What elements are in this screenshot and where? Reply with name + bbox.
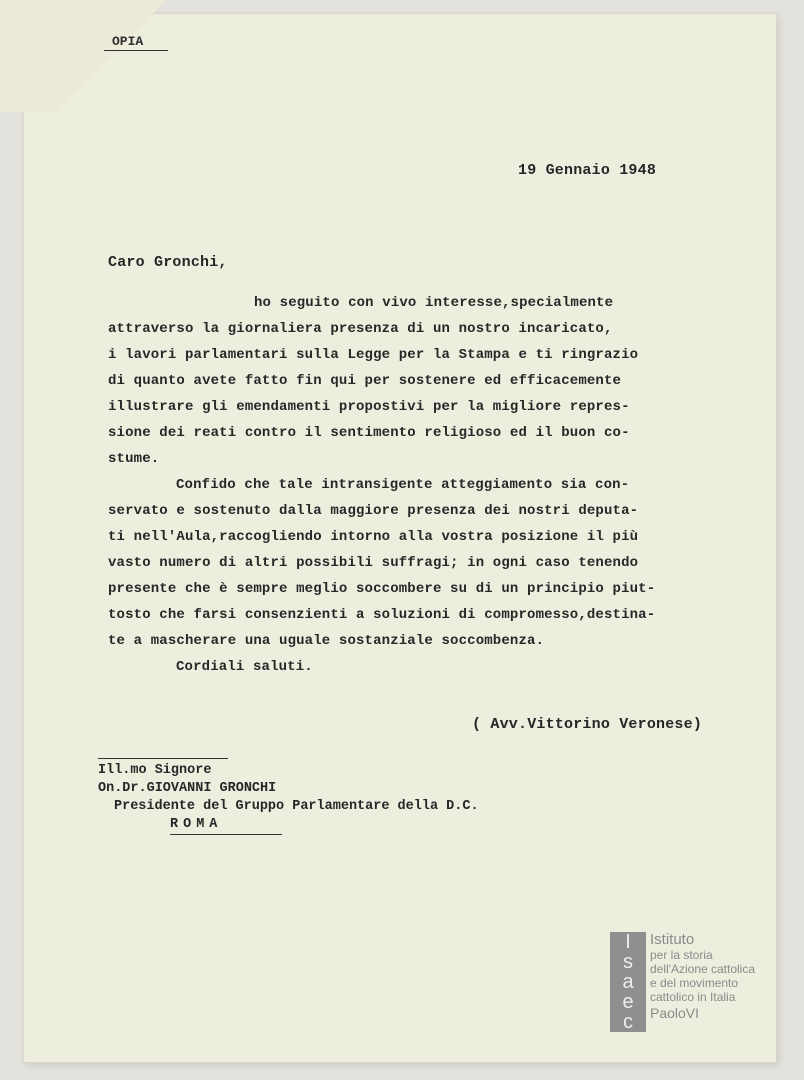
isacem-watermark-logo — [610, 932, 770, 1034]
body-line: illustrare gli emendamenti propostivi per la migliore repres- — [108, 399, 630, 415]
body-line: sione dei reati contro il sentimento religioso ed il buon co- — [108, 425, 630, 441]
city-underline — [170, 834, 282, 835]
address-line: Presidente del Gruppo Parlamentare della D.C. — [114, 799, 479, 814]
logo-line: cattolico in Italia — [650, 990, 736, 1004]
address-rule — [98, 758, 228, 759]
signature-line: ( Avv.Vittorino Veronese) — [472, 716, 703, 733]
body-line: servato e sostenuto dalla maggiore presenza dei nostri deputa- — [108, 503, 639, 519]
body-line: Confido che tale intransigente atteggiamento sia con- — [176, 477, 630, 493]
recipient-address — [98, 762, 479, 834]
monogram-letter: a — [622, 971, 634, 993]
body-line: vasto numero di altri possibili suffragi; in ogni caso tenendo — [108, 555, 639, 571]
address-city: ROMA — [170, 817, 223, 832]
body-line: i lavori parlamentari sulla Legge per la Stampa e ti ringrazio — [108, 347, 639, 363]
logo-line: per la storia — [650, 948, 713, 962]
letter-greeting: Caro Gronchi, — [108, 254, 228, 271]
body-line: attraverso la giornaliera presenza di un nostro incaricato, — [108, 321, 613, 337]
monogram-letter: s — [623, 951, 633, 973]
monogram-letter: e — [622, 991, 634, 1013]
address-line: Ill.mo Signore — [98, 763, 212, 778]
body-line: ti nell'Aula,raccogliendo intorno alla vostra posizione il più — [108, 529, 639, 545]
monogram-letter: I — [625, 931, 631, 953]
copy-mark-underline — [104, 50, 168, 51]
body-line: stume. — [108, 451, 160, 467]
body-line: Cordiali saluti. — [176, 659, 313, 675]
logo-line: e del movimento — [650, 976, 739, 990]
isacem-text — [650, 932, 755, 1022]
logo-line: PaoloVI — [650, 1005, 700, 1021]
address-line: On.Dr.GIOVANNI GRONCHI — [98, 781, 277, 796]
letter-date: 19 Gennaio 1948 — [518, 162, 657, 179]
letter-body — [108, 290, 688, 680]
body-line: di quanto avete fatto fin qui per sostenere ed efficacemente — [108, 373, 622, 389]
body-line: te a mascherare una uguale sostanziale soccombenza. — [108, 633, 545, 649]
copy-mark: OPIA — [112, 34, 144, 49]
monogram-letter: c — [623, 1011, 633, 1033]
isacem-monogram — [610, 932, 646, 1032]
body-line: tosto che farsi consenzienti a soluzioni di compromesso,destina- — [108, 607, 656, 623]
logo-line: dell'Azione cattolica — [650, 962, 756, 976]
body-line: ho seguito con vivo interesse,specialmente — [254, 295, 614, 311]
body-line: presente che è sempre meglio soccombere su di un principio piut- — [108, 581, 656, 597]
logo-line: Istituto — [650, 931, 695, 948]
